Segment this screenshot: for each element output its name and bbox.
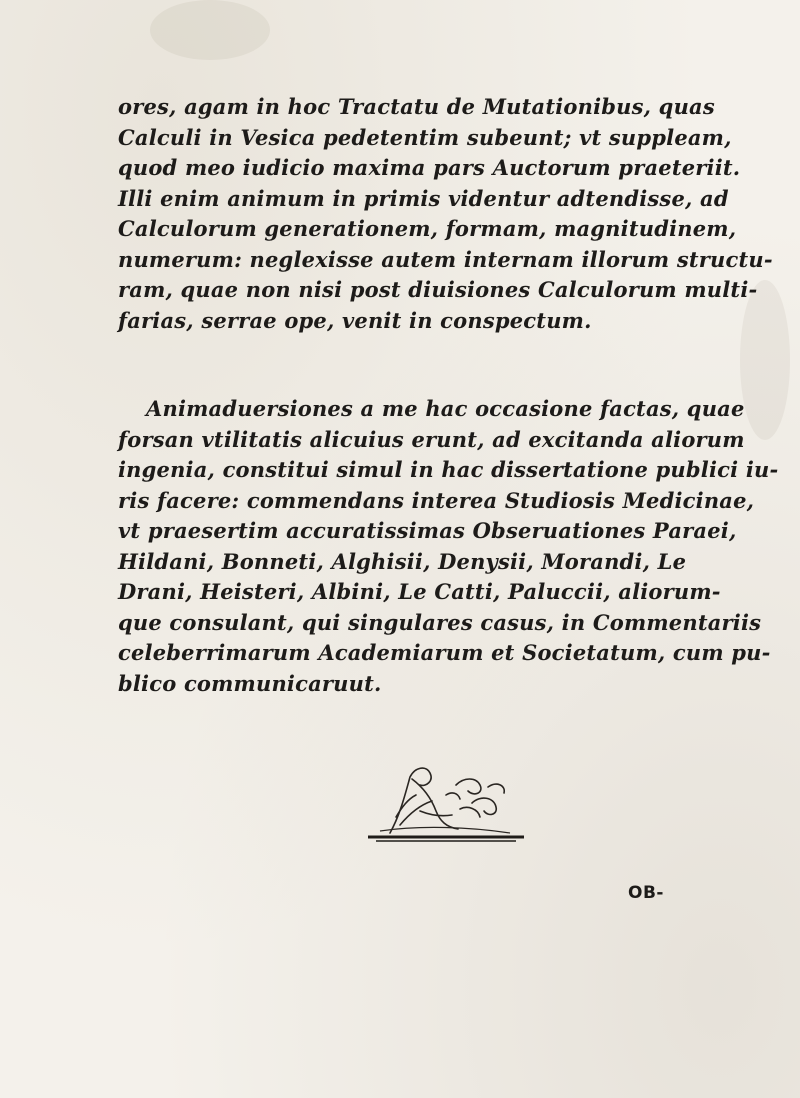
text-line: Drani, Heisteri, Albini, Le Catti, Paluccii, aliorum- (118, 579, 721, 604)
text-line: farias, serrae ope, venit in conspectum. (118, 307, 592, 333)
text-line: celeberrimarum Academiarum et Societatum, cum pu- (118, 640, 771, 665)
text-line: Animaduersiones a me hac occasione factas, quae (146, 396, 745, 421)
text-line: quod meo iudicio maxima pars Auctorum praeteriit. (118, 155, 741, 180)
paper-stain (150, 0, 270, 60)
text-line: forsan vtilitatis alicuius erunt, ad excitanda aliorum (118, 426, 745, 452)
text-line: ram, quae non nisi post diuisiones Calculorum multi- (118, 277, 758, 302)
text-line: Calculi in Vesica pedetentim subeunt; vt suppleam, (118, 124, 732, 150)
text-line: ingenia, constitui simul in hac dissertatione publici iu- (118, 457, 779, 482)
text-line: Illi enim animum in primis videntur adtendisse, ad (118, 185, 729, 211)
text-line: vt praesertim accuratissimas Obseruationes Paraei, (118, 518, 737, 543)
text-line: Hildani, Bonneti, Alghisii, Denysii, Morandi, Le (118, 548, 687, 574)
catchword: OB- (628, 883, 664, 903)
text-line: ores, agam in hoc Tractatu de Mutationibus, quas (118, 94, 715, 119)
text-line: numerum: neglexisse autem internam illorum structu- (118, 246, 773, 272)
text-line: ris facere: commendans interea Studiosis Medicinae, (118, 487, 755, 513)
text-line: blico communicaruut. (118, 670, 382, 696)
vignette-icon (360, 755, 532, 847)
paragraph-2 (118, 394, 779, 699)
text-line: Calculorum generationem, formam, magnitudinem, (118, 216, 737, 241)
text-line: que consulant, qui singulares casus, in Commentariis (118, 609, 762, 635)
paragraph-1 (118, 92, 773, 336)
paper-stain (740, 280, 790, 440)
